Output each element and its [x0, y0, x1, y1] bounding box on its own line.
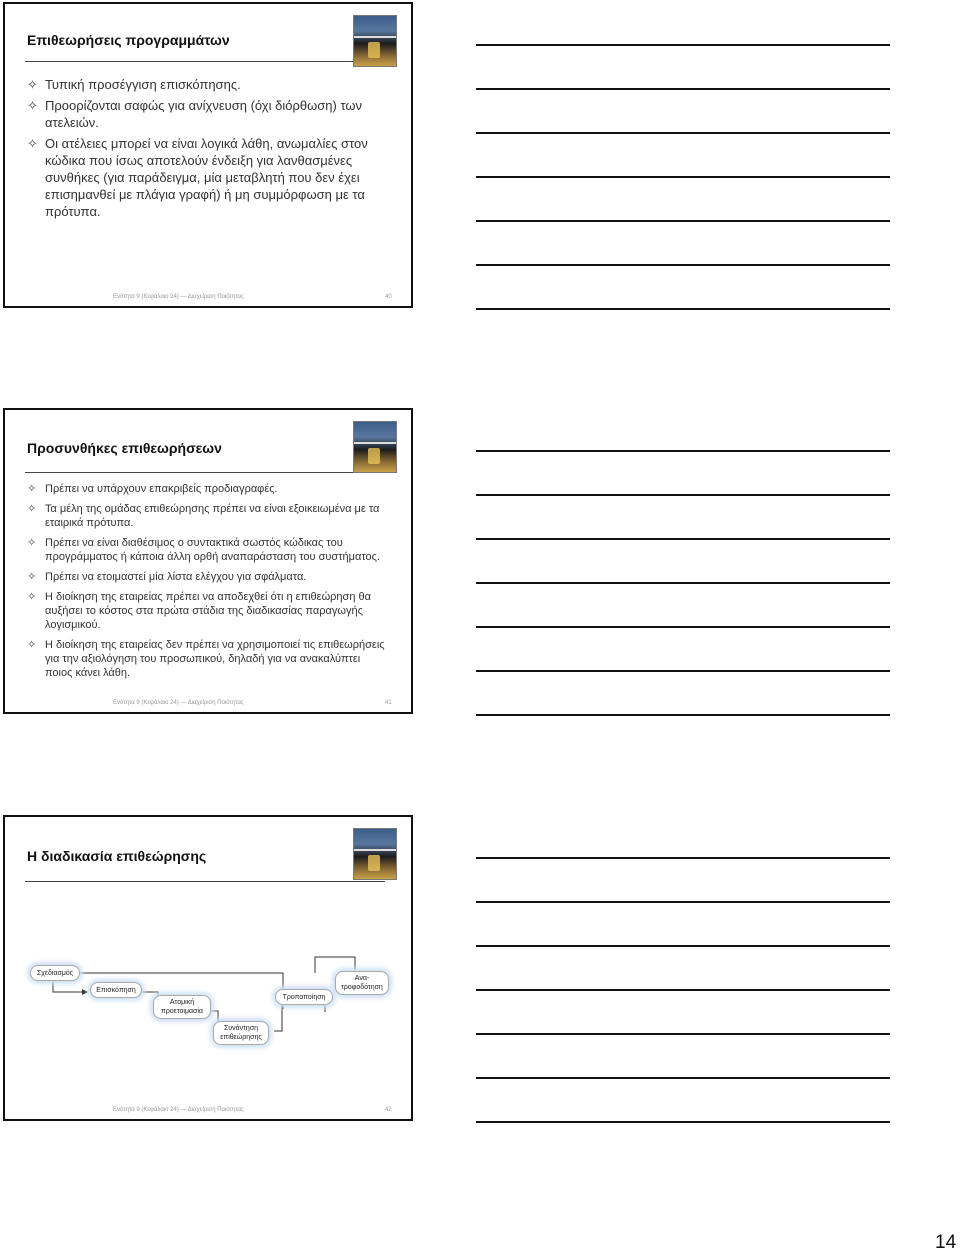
- note-line: [476, 1033, 890, 1035]
- title-divider: [25, 61, 385, 62]
- process-step-rework: Τροποποίηση: [275, 989, 333, 1005]
- bullet-list: [27, 76, 387, 224]
- bullet-item: ✧ Πρέπει να είναι διαθέσιμος ο συντακτικά σωστός κώδικας του προγράμματος ή κάποια άλλη ορθή αναπαράσταση του συστήματος.: [27, 537, 381, 563]
- note-line: [476, 44, 890, 46]
- title-divider: [25, 881, 385, 882]
- slide-footer: Ενότητα 9 (Κεφάλαιο 24) — Διαχείριση Ποιότητας: [113, 1107, 244, 1113]
- slide-footer: Ενότητα 9 (Κεφάλαιο 24) — Διαχείριση Ποιότητας: [113, 700, 244, 706]
- process-step-inspection-meeting: Συνάντηση επιθεώρησης: [213, 1021, 269, 1045]
- note-line: [476, 220, 890, 222]
- bullet-item: ✧ Οι ατέλειες μπορεί να είναι λογικά λάθη, ανωμαλίες στον κώδικα που ίσως αποτελούν ένδειξη για λανθασμένες συνθήκες (για παράδειγμα, μία μεταβλητή που δεν έχει επισημανθεί με πλάγια γραφή) ή μη συμμόρφωση με τα πρότυπα.: [27, 136, 368, 219]
- process-step-planning: Σχεδιασμός: [30, 965, 80, 981]
- slide-number: 41: [385, 700, 392, 706]
- inspection-process-diagram: [25, 947, 395, 1047]
- bullet-item: ✧ Πρέπει να ετοιμαστεί μία λίστα ελέγχου για σφάλματα.: [27, 571, 307, 583]
- slide-title: Προσυνθήκες επιθεωρήσεων: [27, 440, 222, 456]
- bullet-star-icon: ✧: [27, 639, 37, 651]
- slide-footer: Ενότητα 9 (Κεφάλαιο 24) — Διαχείριση Ποιότητας: [113, 294, 244, 300]
- note-line: [476, 132, 890, 134]
- note-line: [476, 989, 890, 991]
- slide-number: 42: [385, 1107, 392, 1113]
- note-line: [476, 176, 890, 178]
- bullet-item: ✧ Τυπική προσέγγιση επισκόπησης.: [27, 77, 241, 92]
- bullet-item: ✧ Τα μέλη της ομάδας επιθεώρησης πρέπει να είναι εξοικειωμένα με τα εταιρικά πρότυπα.: [27, 503, 380, 529]
- page-number: 14: [935, 1232, 957, 1253]
- bullet-item: ✧ Η διοίκηση της εταιρείας δεν πρέπει να χρησιμοποιεί τις επιθεωρήσεις για την αξιολόγηση του προσωπικού, δηλαδή για να ανακαλύπτει ποιος κάνει λάθη.: [27, 639, 385, 679]
- note-line: [476, 494, 890, 496]
- note-line: [476, 582, 890, 584]
- bullet-star-icon: ✧: [27, 483, 37, 495]
- slide-thumbnail-image: [353, 828, 397, 880]
- note-line: [476, 857, 890, 859]
- slide-title: Επιθεωρήσεις προγραμμάτων: [27, 32, 230, 48]
- note-line: [476, 1121, 890, 1123]
- diagram-connectors: [25, 947, 395, 1047]
- bullet-star-icon: ✧: [27, 571, 37, 583]
- process-step-overview: Επισκόπηση: [90, 982, 142, 998]
- slide-number: 40: [385, 294, 392, 300]
- bullet-item: ✧ Η διοίκηση της εταιρείας πρέπει να αποδεχθεί ότι η επιθεώρηση θα αυξήσει το κόστος στα πρώτα στάδια της διαδικασίας παραγωγής λογισμικού.: [27, 591, 371, 631]
- note-line: [476, 538, 890, 540]
- bullet-star-icon: ✧: [27, 503, 37, 515]
- note-line: [476, 308, 890, 310]
- bullet-star-icon: ✧: [27, 98, 38, 113]
- note-line: [476, 945, 890, 947]
- bullet-item: ✧ Πρέπει να υπάρχουν επακριβείς προδιαγραφές.: [27, 483, 278, 495]
- process-step-individual-preparation: Ατομική προετοιμασία: [153, 995, 211, 1019]
- note-line: [476, 450, 890, 452]
- bullet-item: ✧ Προορίζονται σαφώς για ανίχνευση (όχι διόρθωση) των ατελειών.: [27, 98, 363, 130]
- bullet-star-icon: ✧: [27, 77, 38, 92]
- bullet-star-icon: ✧: [27, 136, 38, 151]
- note-line: [476, 901, 890, 903]
- slide-thumbnail-image: [353, 421, 397, 473]
- process-step-follow-up: Ανα-τροφοδότηση: [335, 971, 389, 995]
- bullet-star-icon: ✧: [27, 591, 37, 603]
- note-line: [476, 1077, 890, 1079]
- slide-42: [3, 815, 413, 1121]
- slide-thumbnail-image: [353, 15, 397, 67]
- bullet-list: [27, 482, 387, 686]
- note-line: [476, 670, 890, 672]
- bullet-star-icon: ✧: [27, 537, 37, 549]
- title-divider: [25, 472, 385, 473]
- arrowhead: [82, 989, 88, 995]
- slide-41: [3, 408, 413, 714]
- slide-title: Η διαδικασία επιθεώρησης: [27, 848, 207, 864]
- note-line: [476, 626, 890, 628]
- note-line: [476, 88, 890, 90]
- note-line: [476, 264, 890, 266]
- slide-40: [3, 2, 413, 308]
- note-line: [476, 714, 890, 716]
